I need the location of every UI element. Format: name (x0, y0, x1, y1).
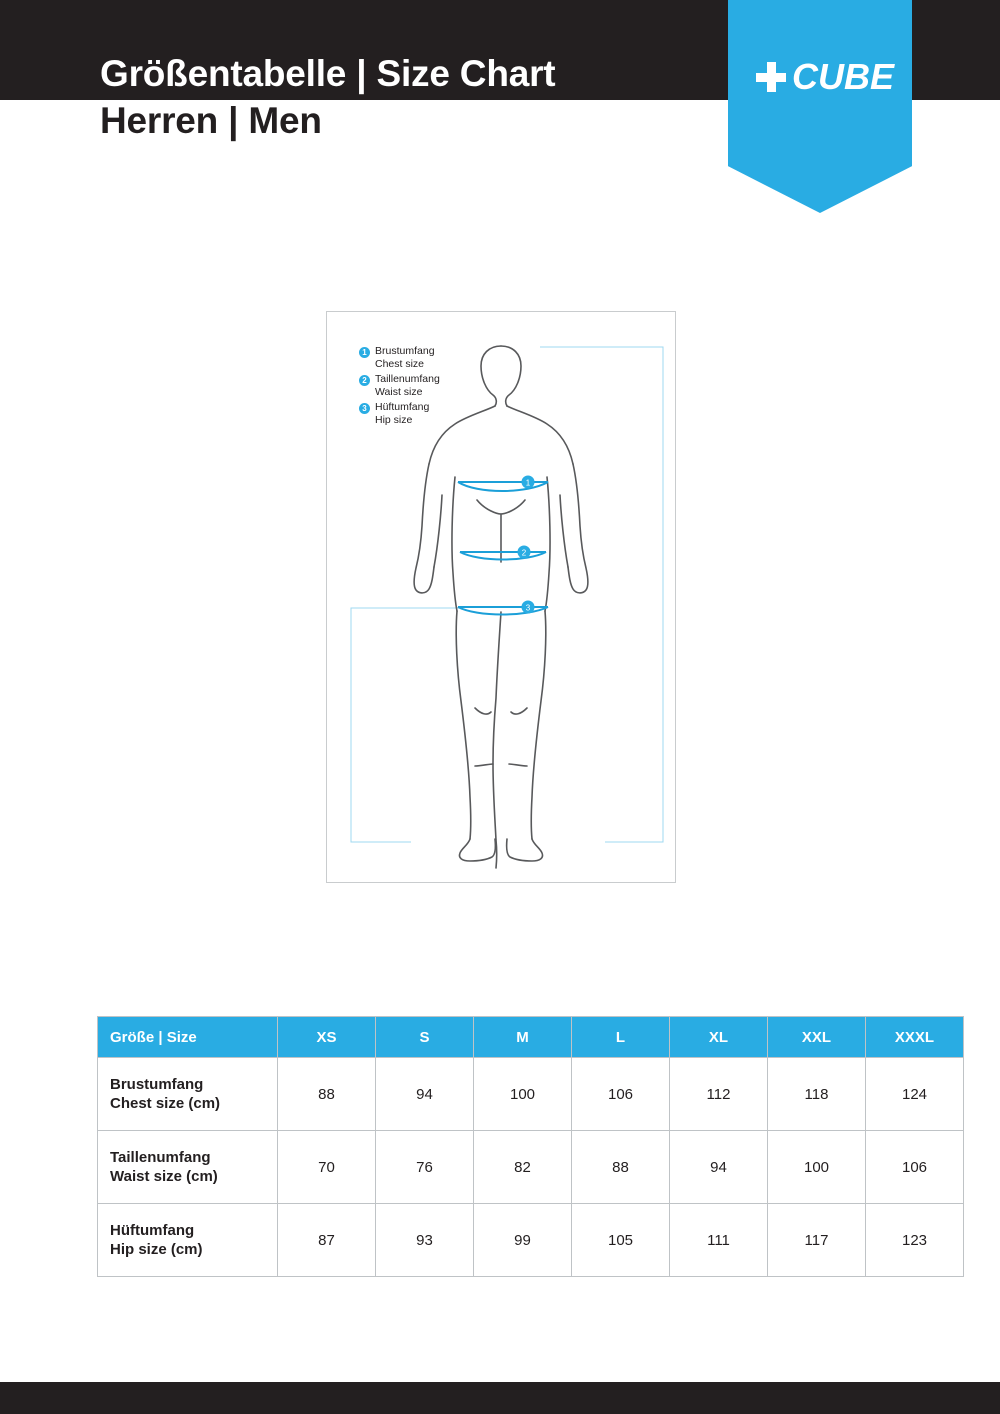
cell-waist-xs: 70 (278, 1131, 376, 1204)
cell-hip-xl: 111 (670, 1204, 768, 1277)
cell-chest-m: 100 (474, 1058, 572, 1131)
cell-waist-l: 88 (572, 1131, 670, 1204)
legend-number-3-icon: 3 (359, 403, 370, 414)
page-title-group (100, 52, 555, 146)
cell-waist-xxl: 100 (768, 1131, 866, 1204)
legend-number-1-icon: 1 (359, 347, 370, 358)
legend-item-hip (359, 401, 499, 426)
row-label-chest: Brustumfang Chest size (cm) (98, 1058, 278, 1131)
table-row (98, 1058, 964, 1131)
row-label-waist: Taillenumfang Waist size (cm) (98, 1131, 278, 1204)
figure-legend (359, 345, 499, 429)
table-row (98, 1204, 964, 1277)
cell-chest-xxl: 118 (768, 1058, 866, 1131)
column-header-xxl: XXL (768, 1017, 866, 1058)
cell-chest-s: 94 (376, 1058, 474, 1131)
legend-label-de-1: Brustumfang (375, 345, 435, 357)
column-header-s: S (376, 1017, 474, 1058)
legend-item-waist (359, 373, 499, 398)
legend-label-en-3: Hip size (375, 413, 413, 426)
row-label-hip: Hüftumfang Hip size (cm) (98, 1204, 278, 1277)
cell-hip-m: 99 (474, 1204, 572, 1277)
brand-logo (756, 56, 894, 98)
column-header-m: M (474, 1017, 572, 1058)
column-header-l: L (572, 1017, 670, 1058)
measurement-figure-panel (326, 311, 676, 883)
column-header-xxxl: XXXL (866, 1017, 964, 1058)
cell-hip-xs: 87 (278, 1204, 376, 1277)
cell-hip-s: 93 (376, 1204, 474, 1277)
cell-waist-s: 76 (376, 1131, 474, 1204)
table-row (98, 1131, 964, 1204)
cell-chest-xxxl: 124 (866, 1058, 964, 1131)
cell-hip-l: 105 (572, 1204, 670, 1277)
cell-waist-m: 82 (474, 1131, 572, 1204)
cell-chest-xs: 88 (278, 1058, 376, 1131)
cell-chest-xl: 112 (670, 1058, 768, 1131)
size-chart-table (97, 1016, 964, 1277)
svg-text:3: 3 (525, 603, 531, 613)
legend-label-en-1: Chest size (375, 357, 425, 370)
legend-number-2-icon: 2 (359, 375, 370, 386)
page-title: Größentabelle | Size Chart (100, 53, 556, 94)
cube-cross-icon (756, 62, 786, 92)
page-subtitle: Herren | Men (100, 100, 322, 141)
cell-waist-xxxl: 106 (866, 1131, 964, 1204)
column-header-xl: XL (670, 1017, 768, 1058)
legend-label-de-2: Taillenumfang (375, 373, 440, 385)
svg-text:1: 1 (525, 478, 531, 488)
cell-waist-xl: 94 (670, 1131, 768, 1204)
svg-text:2: 2 (521, 548, 527, 558)
cell-chest-l: 106 (572, 1058, 670, 1131)
legend-label-en-2: Waist size (375, 385, 423, 398)
footer-band (0, 1382, 1000, 1414)
legend-item-chest (359, 345, 499, 370)
cell-hip-xxxl: 123 (866, 1204, 964, 1277)
table-header-row (98, 1017, 964, 1058)
column-header-xs: XS (278, 1017, 376, 1058)
cell-hip-xxl: 117 (768, 1204, 866, 1277)
brand-pennant (728, 0, 912, 213)
column-header-size-label: Größe | Size (98, 1017, 278, 1058)
brand-logo-text: CUBE (792, 56, 895, 97)
legend-label-de-3: Hüftumfang (375, 401, 430, 413)
